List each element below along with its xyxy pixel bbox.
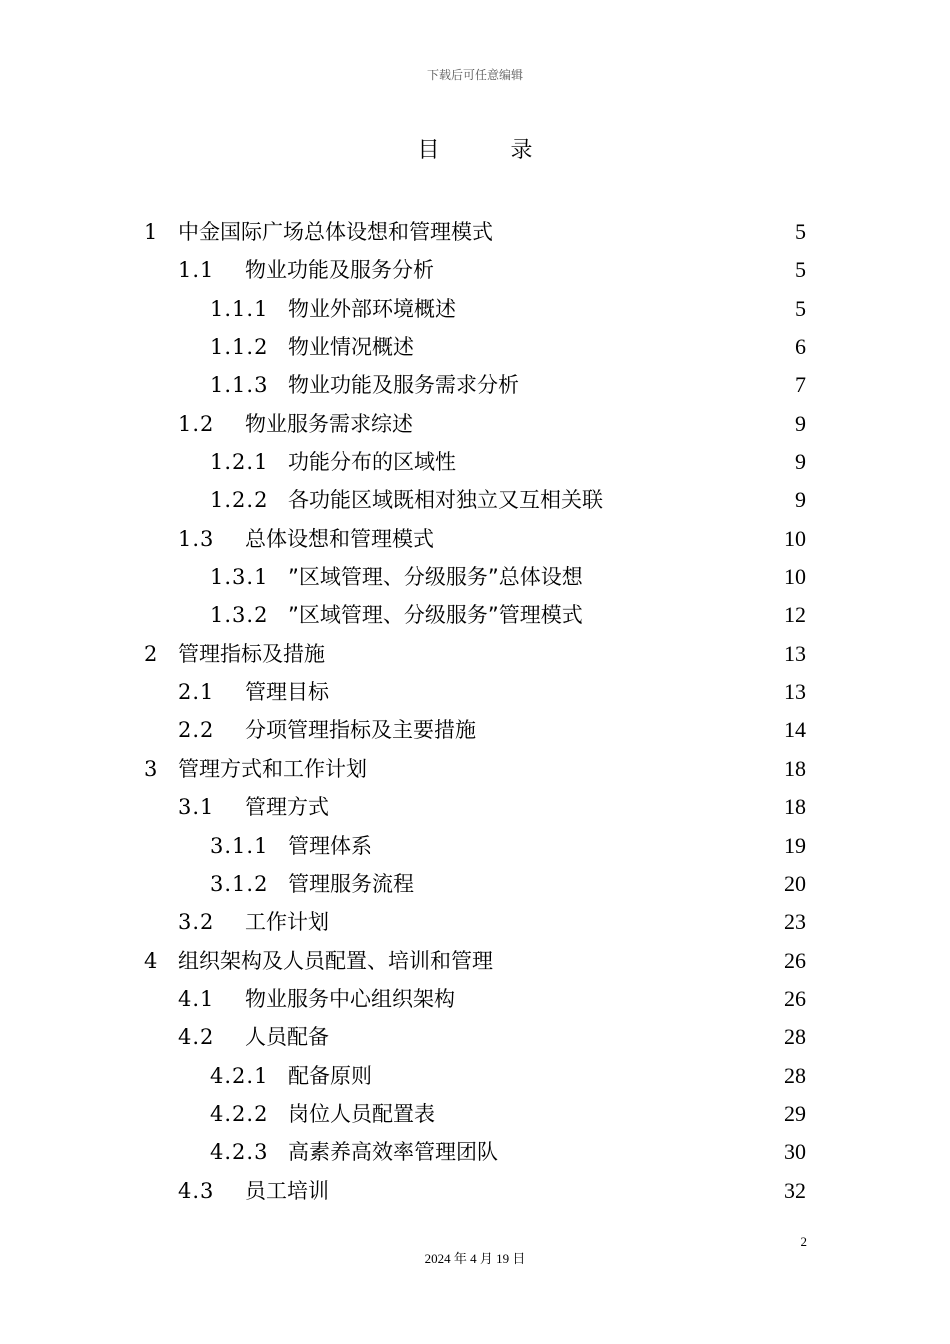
toc-entry[interactable]: [0, 520, 950, 558]
toc-entry-title: 物业外部环境概述: [288, 296, 456, 321]
toc-entry-title: 配备原则: [288, 1063, 372, 1088]
toc-entry-page: 7: [795, 372, 806, 398]
toc-entry[interactable]: [0, 1172, 950, 1210]
toc-entry[interactable]: [0, 251, 950, 289]
toc-entry[interactable]: [0, 1018, 950, 1056]
toc-entry-page: 23: [784, 909, 806, 935]
toc-entry[interactable]: [0, 1057, 950, 1095]
toc-entry[interactable]: [0, 865, 950, 903]
toc-entry[interactable]: [0, 711, 950, 749]
toc-entry-page: 12: [784, 602, 806, 628]
toc-entry-number: 4.2.3: [210, 1140, 269, 1165]
toc-entry-title: 物业服务需求综述: [245, 411, 413, 436]
toc-entry-page: 9: [795, 449, 806, 475]
toc-entry-number: 1.1: [178, 258, 215, 283]
toc-entry[interactable]: [0, 673, 950, 711]
toc-entry-title: 人员配备: [245, 1025, 329, 1050]
toc-entry[interactable]: [0, 558, 950, 596]
table-of-contents: [0, 213, 950, 1210]
toc-entry-page: 18: [784, 794, 806, 820]
toc-entry-number: 1.1.3: [210, 373, 269, 398]
toc-entry[interactable]: [0, 328, 950, 366]
toc-entry-number: 3.1: [178, 795, 215, 820]
toc-entry-title: 各功能区域既相对独立又互相关联: [288, 488, 603, 513]
toc-entry-number: 1: [144, 220, 158, 244]
toc-entry-title: 工作计划: [245, 910, 329, 935]
toc-entry-page: 20: [784, 870, 806, 896]
toc-entry-page: 28: [784, 1062, 806, 1088]
toc-entry-number: 2: [144, 641, 158, 666]
toc-entry-title: 管理服务流程: [288, 871, 414, 896]
toc-entry-page: 10: [784, 525, 806, 551]
toc-entry-page: 18: [784, 755, 806, 781]
toc-entry[interactable]: [0, 405, 950, 443]
toc-entry-page: 19: [784, 832, 806, 858]
toc-entry-number: 1.2: [178, 411, 215, 436]
toc-entry-number: 3.1.2: [210, 871, 269, 896]
toc-entry-page: 6: [795, 334, 806, 360]
toc-entry-number: 2.1: [178, 680, 215, 705]
toc-entry-number: 2.2: [178, 718, 215, 743]
toc-entry-page: 32: [784, 1177, 806, 1203]
toc-entry-number: 3.2: [178, 910, 215, 935]
toc-entry-number: 4.1: [178, 986, 215, 1011]
toc-entry-number: 1.3: [178, 526, 215, 551]
toc-entry[interactable]: [0, 290, 950, 328]
toc-entry-title: 分项管理指标及主要措施: [245, 718, 476, 743]
toc-entry[interactable]: [0, 750, 950, 788]
toc-entry[interactable]: [0, 213, 950, 251]
toc-entry-page: 29: [784, 1100, 806, 1126]
toc-entry-number: 1.1.1: [210, 296, 269, 321]
toc-entry-title: 物业功能及服务需求分析: [288, 373, 519, 398]
toc-title: 目 录: [417, 138, 565, 163]
toc-entry-number: 4: [144, 948, 158, 973]
toc-entry-title: ”区域管理、分级服务”管理模式: [288, 603, 583, 628]
toc-entry[interactable]: [0, 1095, 950, 1133]
toc-entry[interactable]: [0, 788, 950, 826]
page-number: 2: [800, 1234, 807, 1249]
toc-entry-title: 管理指标及措施: [178, 641, 325, 666]
toc-entry-title: 总体设想和管理模式: [245, 526, 434, 551]
toc-entry-title: 岗位人员配置表: [288, 1101, 435, 1126]
toc-entry[interactable]: [0, 635, 950, 673]
toc-entry-page: 10: [784, 564, 806, 590]
toc-entry-title: ”区域管理、分级服务”总体设想: [288, 565, 583, 590]
toc-entry-page: 14: [784, 717, 806, 743]
toc-entry-page: 30: [784, 1139, 806, 1165]
toc-entry-number: 4.2.2: [210, 1101, 269, 1126]
footer-date: 2024 年 4 月 19 日: [424, 1251, 526, 1266]
toc-entry-title: 管理方式: [245, 795, 329, 820]
toc-entry-number: 3.1.1: [210, 833, 269, 858]
toc-entry-title: 物业服务中心组织架构: [245, 986, 455, 1011]
toc-entry-page: 13: [784, 679, 806, 705]
toc-entry-title: 员工培训: [245, 1178, 329, 1203]
toc-entry-page: 5: [795, 257, 806, 283]
toc-entry[interactable]: [0, 481, 950, 519]
toc-entry-title: 物业情况概述: [288, 335, 414, 360]
toc-entry-page: 9: [795, 410, 806, 436]
toc-entry[interactable]: [0, 827, 950, 865]
toc-entry[interactable]: [0, 942, 950, 980]
toc-entry-page: 13: [784, 640, 806, 666]
header-note: 下载后可任意编辑: [426, 68, 523, 82]
toc-entry-number: 1.3.1: [210, 565, 269, 590]
toc-entry-title: 功能分布的区域性: [288, 450, 456, 475]
toc-entry-page: 26: [784, 985, 806, 1011]
toc-entry-title: 管理方式和工作计划: [178, 756, 367, 781]
toc-entry[interactable]: [0, 980, 950, 1018]
toc-entry-number: 1.2.2: [210, 488, 269, 513]
toc-entry[interactable]: [0, 443, 950, 481]
toc-entry[interactable]: [0, 366, 950, 404]
toc-entry[interactable]: [0, 1133, 950, 1171]
toc-entry-number: 1.2.1: [210, 450, 269, 475]
toc-entry-number: 1.3.2: [210, 603, 269, 628]
toc-entry-title: 高素养高效率管理团队: [288, 1140, 498, 1165]
toc-entry-number: 3: [144, 756, 158, 781]
toc-entry-number: 4.2: [178, 1025, 215, 1050]
toc-entry-number: 4.2.1: [210, 1063, 269, 1088]
toc-entry-title: 物业功能及服务分析: [245, 258, 434, 283]
toc-entry-page: 9: [795, 487, 806, 513]
toc-entry-title: 管理目标: [245, 680, 329, 705]
toc-entry-title: 组织架构及人员配置、培训和管理: [178, 948, 493, 973]
toc-entry[interactable]: [0, 596, 950, 634]
toc-entry-title: 中金国际广场总体设想和管理模式: [178, 220, 493, 244]
toc-entry-page: 26: [784, 947, 806, 973]
toc-entry-page: 5: [795, 295, 806, 321]
toc-entry[interactable]: [0, 903, 950, 941]
toc-entry-title: 管理体系: [288, 833, 372, 858]
toc-entry-page: 5: [795, 219, 806, 244]
toc-entry-page: 28: [784, 1024, 806, 1050]
toc-entry-number: 1.1.2: [210, 335, 269, 360]
toc-entry-number: 4.3: [178, 1178, 215, 1203]
